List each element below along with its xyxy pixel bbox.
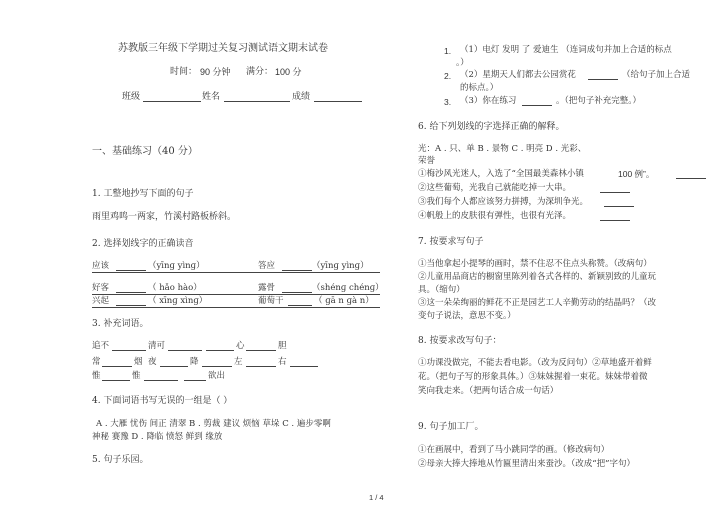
q6-item-1-end: 100 例”。 <box>618 169 655 179</box>
q2-blank[interactable] <box>116 305 146 306</box>
section-heading-basics: 一、基础练习（40 分） <box>92 146 198 157</box>
q6-options: 光：A . 只、单 B . 景物 C . 明亮 D . 光彩、 <box>418 144 587 154</box>
q2-blank[interactable] <box>288 305 312 306</box>
q6-blank-2[interactable] <box>600 192 630 193</box>
q8-line-2: 花。（把句子写的形象具体。）③妹妹握着一束花。妹妹带着微 <box>418 372 648 382</box>
q3-word: 清可 <box>148 341 166 351</box>
q3-word: 胆 <box>278 341 287 351</box>
class-label: 班级 <box>122 92 141 102</box>
q3-blank[interactable] <box>102 366 132 367</box>
q7-line-2: ②儿童用品商店的橱窗里陈列着各式各样的、新颖别致的儿童玩 <box>418 272 657 282</box>
score-label: 满分： <box>246 67 274 77</box>
q6-blank-4[interactable] <box>600 220 630 221</box>
q2-options: （ hǎo hào） <box>148 283 202 293</box>
q3-word: 欲出 <box>208 371 226 381</box>
q3-blank[interactable] <box>168 350 202 351</box>
page-number: 1 / 4 <box>369 493 384 502</box>
q9-line-2: ②母亲大捧大捧地从竹匾里清出来蚕沙。（改成“把”字句） <box>418 459 635 469</box>
q3-word: 烟 <box>134 357 143 367</box>
q3-blank[interactable] <box>290 366 318 367</box>
q1-title: 1. 工整地抄写下面的句子 <box>92 189 194 199</box>
q2-word: 好客 <box>92 283 110 293</box>
q3-word: 右 <box>278 357 287 367</box>
q7-title: 7. 按要求写句子 <box>418 237 484 247</box>
q3-word: 降 <box>190 357 199 367</box>
q3-word: 心 <box>236 341 245 351</box>
sentence-3-number: 3. <box>444 97 452 107</box>
q9-line-1: ①在画展中，看到了马小跳同学的画。（修改病句） <box>418 445 610 455</box>
q4-options-line1: A . 大雁 忧伤 间正 清翠 B . 剪裁 建议 烦恼 草垛 C . 遍步零啊 <box>96 419 331 429</box>
q3-blank[interactable] <box>112 350 146 351</box>
q2-blank[interactable] <box>282 270 312 271</box>
sentence-1-text: （1）电灯 发明 了 爱迪生 （连词成句并加上合适的标点 <box>460 45 672 55</box>
q7-line-4: ③这一朵朵绚丽的鲜花不正是园艺工人辛勤劳动的结晶吗？（改 <box>418 298 657 308</box>
q2-row-line <box>92 307 380 308</box>
q2-blank[interactable] <box>282 292 312 293</box>
q8-line-3: 笑向我走来。（把两句话合成一句话） <box>418 386 559 396</box>
time-value: 90 分钟 <box>200 67 231 77</box>
sentence-3-text: （3）你在练习 <box>460 96 517 106</box>
q2-word: 应该 <box>92 261 110 271</box>
q3-blank[interactable] <box>102 380 130 381</box>
q6-item-3: ③我们每个人都应该努力拼搏，为深圳争光。 <box>418 197 589 207</box>
q7-line-3: 具。（缩句） <box>418 285 465 295</box>
q2-word: 葡萄干 <box>258 296 284 306</box>
sentence-2-text: （2）星期天人们都去公园赏花 <box>460 70 576 80</box>
sentence-1-end: 。） <box>456 58 469 68</box>
q8-line-1: ①功课没做完，不能去看电影。（改为反问句）②草地盛开着鲜 <box>418 358 652 368</box>
q3-word: 夜 <box>148 357 157 367</box>
q2-blank[interactable] <box>116 270 146 271</box>
q2-title: 2. 选择划线字的正确读音 <box>92 239 194 249</box>
q2-row-line <box>92 294 380 295</box>
name-label: 姓名 <box>202 92 221 102</box>
q2-options: （shénɡ chénɡ） <box>312 283 384 293</box>
q3-word: 惟 <box>132 371 141 381</box>
sentence-3-tail: 。（把句子补充完整。） <box>556 96 642 106</box>
score-value: 100 分 <box>275 67 302 77</box>
q9-title: 9. 句子加工厂。 <box>418 422 484 432</box>
q2-word: 兴起 <box>92 296 110 306</box>
sentence-2-tail: （给句子加上合适 <box>622 70 691 80</box>
q4-options-line2: 神秘 赛豫 D . 降临 愤怒 鲜到 缘放 <box>92 432 223 442</box>
q6-item-1: ①梅沙风光迷人，入选了“全国最美森林小镇 <box>418 169 584 179</box>
grade-label: 成绩 <box>292 92 311 102</box>
q2-options: （yīnɡ yìnɡ） <box>148 261 205 271</box>
q1-text: 雨里鸡鸣一两家，竹溪村路板桥斜。 <box>92 212 237 222</box>
q3-word: 常 <box>92 357 101 367</box>
q6-item-4: ④帆般上的皮肤很有弹性，也很有光泽。 <box>418 211 572 221</box>
name-blank[interactable] <box>224 101 290 102</box>
q2-word: 露骨 <box>258 283 276 293</box>
q2-options: （ ɡā n ɡà n） <box>314 296 374 306</box>
q7-line-5: 变句子说法，意思不变。） <box>418 311 516 321</box>
q3-blank[interactable] <box>144 380 178 381</box>
q3-word: 惟 <box>92 371 101 381</box>
q3-blank[interactable] <box>202 366 232 367</box>
q6-blank-3[interactable] <box>604 206 634 207</box>
q2-options: （ xīnɡ xìnɡ） <box>148 296 208 306</box>
q5-title: 5. 句子乐园。 <box>92 455 149 465</box>
class-blank[interactable] <box>143 101 201 102</box>
q8-title: 8. 按要求改写句子： <box>418 336 502 346</box>
q3-blank[interactable] <box>206 350 234 351</box>
sentence-2-blank[interactable] <box>588 79 618 80</box>
time-label: 时间： <box>170 67 198 77</box>
q2-word: 答应 <box>258 261 276 271</box>
q6-blank-1[interactable] <box>676 178 706 179</box>
grade-blank[interactable] <box>314 101 362 102</box>
q2-blank[interactable] <box>116 292 146 293</box>
q2-row-line <box>92 272 380 273</box>
sentence-1-number: 1. <box>444 46 452 56</box>
q3-title: 3. 补充词语。 <box>92 319 149 329</box>
q6-options-cont: 荣誉 <box>418 156 436 166</box>
q3-blank[interactable] <box>246 350 276 351</box>
sentence-2-end: 的标点。） <box>460 83 499 93</box>
sentence-2-number: 2. <box>444 71 452 81</box>
q3-word: 追不 <box>92 341 110 351</box>
q7-line-1: ①当他拿起小提琴的画时，禁不住忍不住点头称赞。（改病句） <box>418 259 652 269</box>
q2-options: （yīnɡ yìnɡ） <box>312 261 369 271</box>
q3-blank[interactable] <box>160 366 188 367</box>
q6-title: 6. 给下列划线的字选择正确的解释。 <box>418 122 565 132</box>
q4-title: 4. 下面词语书写无误的一组是（ ） <box>92 396 233 406</box>
q3-word: 左 <box>234 357 243 367</box>
q3-blank[interactable] <box>184 380 206 381</box>
sentence-3-blank[interactable] <box>522 105 552 106</box>
page-title: 苏教版三年级下学期过关复习测试语文期末试卷 <box>118 43 328 54</box>
q3-blank[interactable] <box>246 366 276 367</box>
q6-item-2: ②这些葡萄，光我自己就能吃掉一大串。 <box>418 183 572 193</box>
